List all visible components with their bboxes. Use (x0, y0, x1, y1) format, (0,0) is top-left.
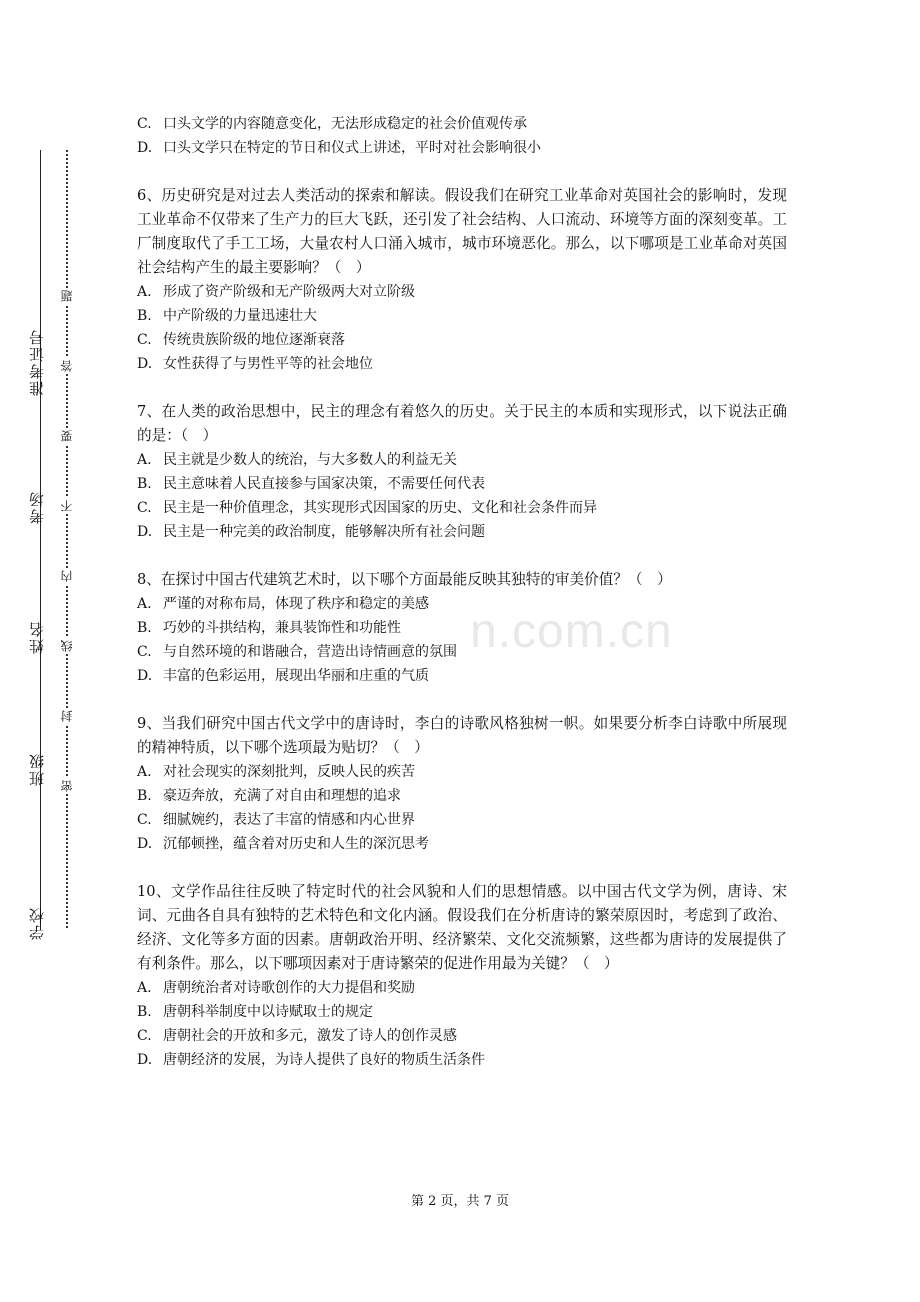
field-class: 班级 (28, 752, 46, 786)
option-d[interactable] (137, 136, 787, 160)
option-letter: C. (137, 332, 152, 348)
option-text: 传统贵族阶级的地位逐渐衰落 (163, 332, 345, 348)
question-stem: 9、当我们研究中国古代文学中的唐诗时，李白的诗歌风格独树一帜。如果要分析李白诗歌中所展现的精神特质，以下哪个选项最为贴切？（ ） (137, 715, 787, 756)
option-letter: D. (137, 836, 153, 852)
option-letter: A. (137, 596, 152, 612)
option-c[interactable] (137, 496, 787, 520)
field-exam-number: 准考证号 (28, 328, 46, 396)
seal-char: 封 (60, 710, 74, 722)
option-text: 唐朝经济的发展，为诗人提供了良好的物质生活条件 (163, 1052, 485, 1068)
option-letter: C. (137, 116, 152, 132)
question-stem: 8、在探讨中国古代建筑艺术时，以下哪个方面最能反映其独特的审美价值？（ ） (137, 571, 672, 588)
option-b[interactable] (137, 304, 787, 328)
page-number: 第 2 页，共 7 页 (410, 1194, 510, 1209)
question-6 (137, 184, 787, 376)
option-text: 口头文学的内容随意变化，无法形成稳定的社会价值观传承 (163, 116, 527, 132)
option-text: 民主是一种完美的政治制度，能够解决所有社会问题 (163, 524, 485, 540)
seal-char: 密 (60, 780, 74, 792)
option-text: 严谨的对称布局，体现了秩序和稳定的美感 (163, 596, 429, 612)
option-letter: B. (137, 1004, 152, 1020)
question-10 (137, 880, 787, 1072)
option-letter: A. (137, 764, 152, 780)
option-b[interactable] (137, 1000, 787, 1024)
question-list (137, 112, 787, 1072)
option-d[interactable] (137, 352, 787, 376)
option-letter: A. (137, 980, 152, 996)
option-a[interactable] (137, 760, 787, 784)
option-letter: D. (137, 356, 153, 372)
option-d[interactable] (137, 664, 787, 688)
seal-char: 题 (60, 290, 74, 302)
option-letter: D. (137, 668, 153, 684)
option-text: 中产阶级的力量迅速壮大 (163, 308, 317, 324)
option-b[interactable] (137, 472, 787, 496)
option-text: 口头文学只在特定的节日和仪式上讲述，平时对社会影响很小 (163, 140, 541, 156)
question-stem: 6、历史研究是对过去人类活动的探索和解读。假设我们在研究工业革命对英国社会的影响时，发现工业革命不仅带来了生产力的巨大飞跃，还引发了社会结构、人口流动、环境等方面的深刻变革。工厂制度取代了手工工场，大量农村人口涌入城市，城市环境恶化。那么，以下哪项是工业革命对英国社会结构产生的最主要影响？（ ） (137, 187, 787, 276)
option-letter: B. (137, 620, 152, 636)
option-text: 豪迈奔放，充满了对自由和理想的追求 (163, 788, 401, 804)
option-text: 民主就是少数人的统治，与大多数人的利益无关 (163, 452, 457, 468)
question-9 (137, 712, 787, 856)
question-stem: 7、在人类的政治思想中，民主的理念有着悠久的历史。关于民主的本质和实现形式，以下说法正确的是：（ ） (137, 403, 787, 444)
seal-char: 答 (60, 360, 74, 372)
option-text: 巧妙的斗拱结构，兼具装饰性和功能性 (163, 620, 401, 636)
option-letter: D. (137, 1052, 153, 1068)
option-c[interactable] (137, 808, 787, 832)
option-c[interactable] (137, 112, 787, 136)
option-letter: C. (137, 644, 152, 660)
option-a[interactable] (137, 976, 787, 1000)
option-letter: A. (137, 284, 152, 300)
option-a[interactable] (137, 592, 787, 616)
question-8 (137, 568, 787, 688)
watermark: n.com.cn (470, 605, 673, 658)
seal-dotted-line (66, 150, 68, 928)
question-stem: 10、文学作品往往反映了特定时代的社会风貌和人们的思想情感。以中国古代文学为例，唐诗、宋词、元曲各自具有独特的艺术特色和文化内涵。假设我们在分析唐诗的繁荣原因时，考虑到了政治、经济、文化等多方面的因素。唐朝政治开明、经济繁荣、文化交流频繁，这些都为唐诗的发展提供了有利条件。那么，以下哪项因素对于唐诗繁荣的促进作用最为关键？（ ） (137, 883, 787, 972)
option-text: 唐朝社会的开放和多元，激发了诗人的创作灵感 (163, 1028, 457, 1044)
option-text: 对社会现实的深刻批判，反映人民的疾苦 (163, 764, 415, 780)
option-a[interactable] (137, 448, 787, 472)
option-c[interactable] (137, 1024, 787, 1048)
option-b[interactable] (137, 616, 787, 640)
option-letter: C. (137, 812, 152, 828)
question-7 (137, 400, 787, 544)
option-letter: C. (137, 1028, 152, 1044)
binding-name-line (40, 150, 41, 930)
seal-char: 不 (60, 500, 74, 512)
seal-char: 内 (60, 570, 74, 582)
option-letter: B. (137, 308, 152, 324)
option-text: 女性获得了与男性平等的社会地位 (163, 356, 373, 372)
option-a[interactable] (137, 280, 787, 304)
option-text: 形成了资产阶级和无产阶级两大对立阶级 (163, 284, 415, 300)
option-d[interactable] (137, 832, 787, 856)
option-d[interactable] (137, 520, 787, 544)
option-text: 唐朝统治者对诗歌创作的大力提倡和奖励 (163, 980, 415, 996)
seal-char: 线 (60, 640, 74, 652)
option-text: 唐朝科举制度中以诗赋取士的规定 (163, 1004, 373, 1020)
option-letter: A. (137, 452, 152, 468)
field-exam-room: 考场 (28, 490, 46, 524)
option-letter: D. (137, 140, 153, 156)
question-5-continued (137, 112, 787, 160)
option-letter: D. (137, 524, 153, 540)
field-name: 姓名 (28, 620, 46, 654)
option-b[interactable] (137, 784, 787, 808)
option-c[interactable] (137, 328, 787, 352)
option-text: 细腻婉约，表达了丰富的情感和内心世界 (163, 812, 415, 828)
option-text: 丰富的色彩运用，展现出华丽和庄重的气质 (163, 668, 429, 684)
option-text: 民主是一种价值理念，其实现形式因国家的历史、文化和社会条件而异 (163, 500, 597, 516)
option-letter: B. (137, 788, 152, 804)
option-text: 沉郁顿挫，蕴含着对历史和人生的深沉思考 (163, 836, 429, 852)
option-d[interactable] (137, 1048, 787, 1072)
option-c[interactable] (137, 640, 787, 664)
option-letter: C. (137, 500, 152, 516)
field-school: 学校 (28, 906, 46, 940)
option-letter: B. (137, 476, 152, 492)
option-text: 民主意味着人民直接参与国家决策，不需要任何代表 (163, 476, 485, 492)
seal-char: 要 (60, 430, 74, 442)
option-text: 与自然环境的和谐融合，营造出诗情画意的氛围 (163, 644, 457, 660)
